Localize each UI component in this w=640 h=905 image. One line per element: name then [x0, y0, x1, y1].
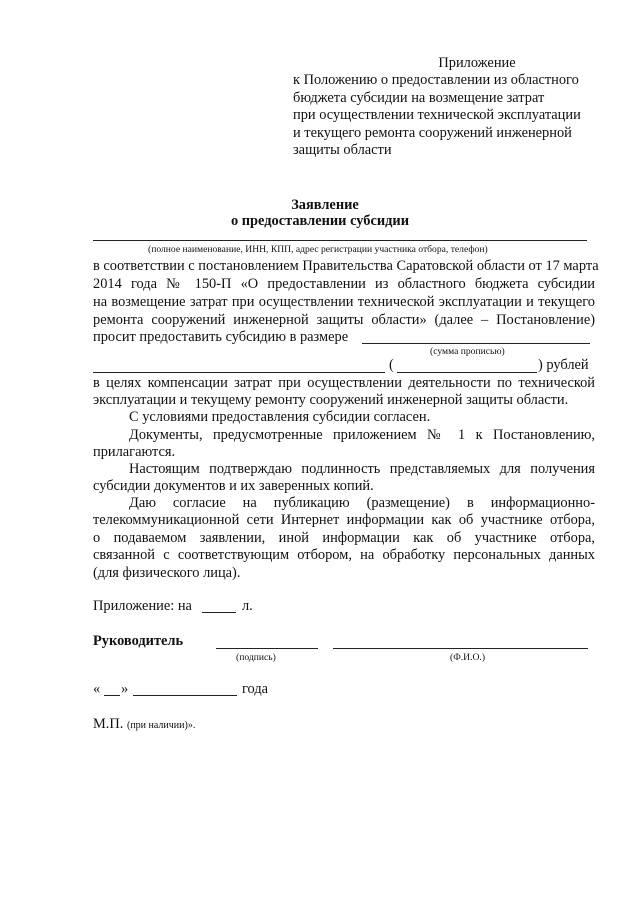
body-line: о подаваемом заявлении, иной информации как об участнике отбора,	[93, 530, 595, 546]
body-line: Настоящим подтверждаю подлинность представляемых для получения	[129, 461, 595, 477]
appendix-line: защиты области	[293, 142, 392, 159]
stamp-note: (при наличии)».	[127, 720, 196, 731]
body-line: прилагаются.	[93, 444, 176, 460]
attachment-prefix: Приложение: на	[93, 598, 192, 614]
body-line: эксплуатации и текущему ремонту сооружений инженерной защиты области.	[93, 392, 569, 408]
full-name-blank[interactable]	[333, 648, 588, 649]
attachment-pages-blank[interactable]	[202, 612, 236, 613]
attachment-suffix: л.	[242, 598, 253, 614]
body-line: С условиями предоставления субсидии согласен.	[129, 409, 431, 425]
date-day-blank[interactable]	[104, 695, 120, 696]
document-subtitle: о предоставлении субсидии	[230, 213, 410, 229]
body-line: субсидии документов и их заверенных копий.	[93, 478, 374, 494]
body-line: связанной с соответствующим отбором, на обработку персональных данных	[93, 547, 595, 563]
appendix-line: бюджета субсидии на возмещение затрат	[293, 89, 545, 106]
sum-caption: (сумма прописью)	[430, 346, 505, 357]
body-line: Документы, предусмотренные приложением № 1 к Постановлению,	[129, 427, 595, 443]
body-line: на возмещение затрат при осуществлении технической эксплуатации и текущего	[93, 294, 595, 310]
appendix-line: к Положению о предоставлении из областного	[293, 72, 579, 89]
date-month-blank[interactable]	[133, 695, 237, 696]
stamp-label: М.П.	[93, 716, 124, 732]
appendix-line: при осуществлении технической эксплуатации	[293, 107, 581, 124]
signature-role: Руководитель	[93, 633, 184, 649]
applicant-blank-line[interactable]	[93, 240, 587, 241]
rubles-label: ) рублей	[538, 357, 589, 373]
body-line: (для физического лица).	[93, 565, 241, 581]
date-year-word: года	[242, 681, 269, 697]
applicant-caption: (полное наименование, ИНН, КПП, адрес регистрации участника отбора, телефон)	[148, 244, 488, 255]
sum-in-words-blank[interactable]	[362, 343, 590, 344]
date-close-quote: »	[121, 681, 129, 697]
open-paren: (	[389, 357, 394, 373]
request-text: просит предоставить субсидию в размере	[93, 329, 349, 345]
body-line: 2014 года № 150-П «О предоставлении из областного бюджета субсидии	[93, 276, 595, 292]
signature-caption: (подпись)	[236, 652, 276, 663]
body-line: телекоммуникационной сети Интернет информации как об участнике отбора,	[93, 512, 595, 528]
document-title: Заявление	[291, 197, 359, 213]
date-open-quote: «	[93, 681, 101, 697]
sum-continuation-blank[interactable]	[93, 372, 385, 373]
appendix-title: Приложение	[438, 55, 516, 71]
signature-blank[interactable]	[216, 648, 318, 649]
body-line: в целях компенсации затрат при осуществлении деятельности по технической	[93, 375, 595, 391]
appendix-line: и текущего ремонта сооружений инженерной	[293, 124, 572, 141]
full-name-caption: (Ф.И.О.)	[450, 652, 486, 663]
body-line: в соответствии с постановлением Правительства Саратовской области от 17 марта	[93, 258, 599, 274]
appendix-header	[293, 55, 595, 159]
stamp-line	[93, 716, 195, 734]
sum-in-digits-blank[interactable]	[397, 372, 537, 373]
body-line: ремонта сооружений инженерной защиты области» (далее – Постановление)	[93, 312, 595, 328]
body-line: Даю согласие на публикацию (размещение) в информационно-	[129, 495, 595, 511]
